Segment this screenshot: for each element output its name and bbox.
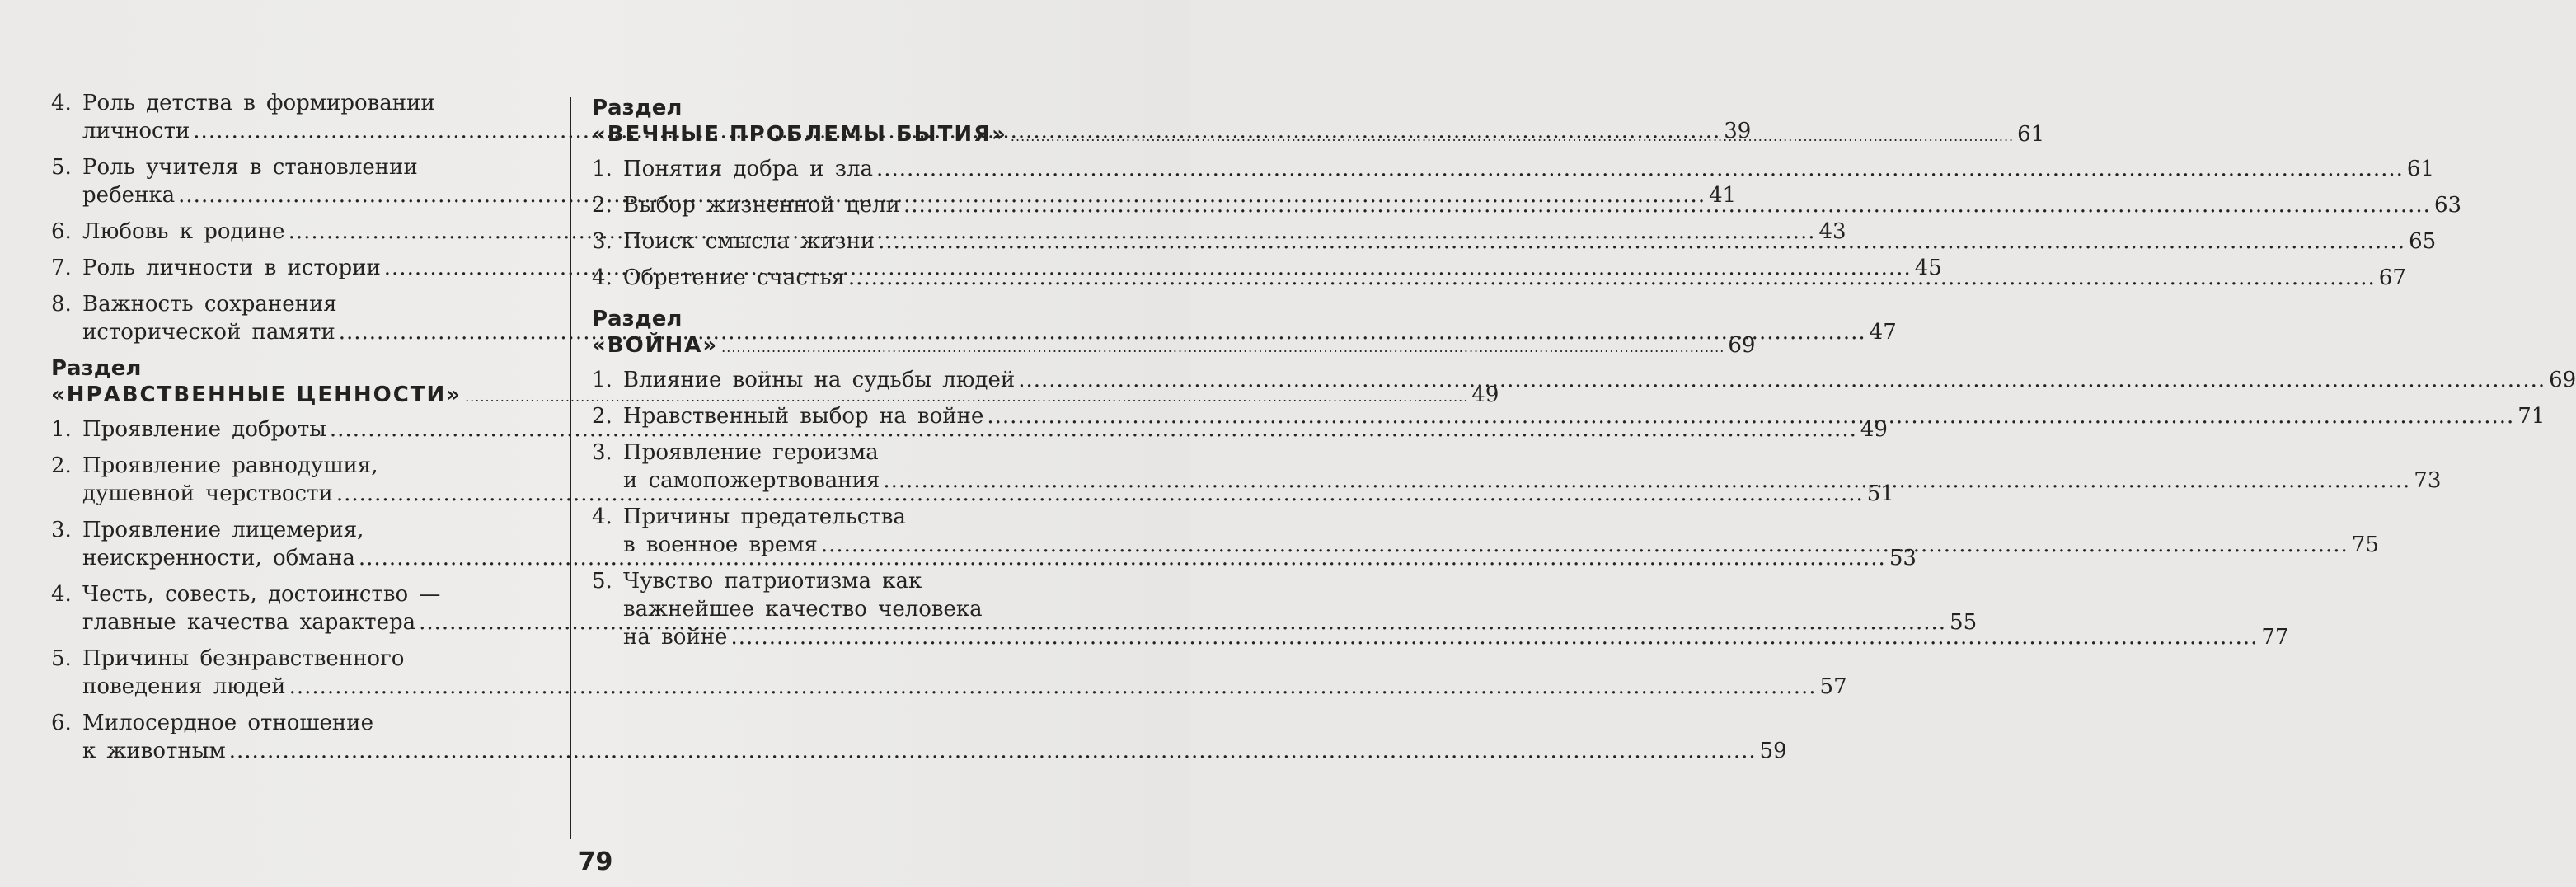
page-ref: 51 [1866, 481, 1894, 506]
column-divider [570, 97, 571, 839]
entry-last-line [82, 737, 1787, 765]
dot-leader [289, 673, 1817, 701]
dot-leader [821, 531, 2348, 559]
page-ref: 45 [1914, 256, 1942, 280]
toc-entry [51, 709, 1787, 765]
page-ref: 73 [2414, 468, 2442, 493]
entry-number: 4. [592, 265, 612, 290]
dot-leader [730, 623, 2258, 651]
entry-last-line [82, 673, 1847, 701]
dot-leader [878, 228, 2405, 256]
entry-body [623, 567, 2288, 651]
entry-title-line: Причины безнравственного [82, 646, 405, 671]
entry-title-line: Роль детства в формировании [82, 91, 435, 115]
entry-number: 4. [51, 582, 72, 607]
section-name: «НРАВСТВЕННЫЕ ЦЕННОСТИ» [51, 382, 462, 407]
entry-number: 6. [51, 219, 72, 244]
entry-number: 2. [592, 404, 612, 429]
entry-number: 7. [51, 256, 72, 280]
page-ref: 69 [1728, 333, 1756, 358]
entry-number: 5. [51, 155, 72, 180]
entry-number: 4. [51, 91, 72, 115]
section-war [592, 305, 1756, 358]
page-ref: 53 [1889, 546, 1917, 570]
entry-number: 3. [592, 440, 612, 465]
entry-number: 3. [592, 229, 612, 254]
entry-title-line: Проявление равнодушия, [82, 453, 378, 478]
page-ref: 57 [1819, 674, 1847, 699]
entry-number: 3. [51, 518, 72, 542]
entry-title: Любовь к родине [82, 219, 285, 244]
entry-title: душевной черствости [82, 481, 333, 506]
page-ref: 41 [1709, 183, 1737, 208]
entry-number: 5. [51, 646, 72, 671]
entry-title-line: Важность сохранения [82, 292, 337, 317]
entry-title: в военное время [623, 533, 818, 557]
page-ref: 59 [1759, 739, 1787, 763]
entry-number: 5. [592, 569, 612, 594]
entry-title: поведения людей [82, 674, 286, 699]
dot-leader [883, 467, 2410, 495]
entry-number: 8. [51, 292, 72, 317]
dot-leader [1018, 366, 2546, 394]
dot-leader [1011, 129, 2014, 144]
entry-title: Проявление доброты [82, 417, 326, 442]
entry-number: 1. [51, 417, 72, 442]
entry-last-line [623, 623, 2288, 651]
entry-body [623, 191, 2461, 219]
entry-last-line [623, 402, 2545, 430]
entry-body [623, 503, 2379, 559]
entry-title: Нравственный выбор на войне [623, 404, 984, 429]
page-ref: 75 [2351, 533, 2379, 557]
entry-body [623, 366, 2576, 394]
page-ref: 49 [1860, 417, 1888, 442]
entry-title: главные качества характера [82, 610, 416, 635]
dot-leader [987, 402, 2514, 430]
page-ref: 63 [2433, 193, 2462, 218]
toc-entry [592, 366, 2576, 394]
entry-title: Роль личности в истории [82, 256, 381, 280]
entry-last-line [623, 531, 2379, 559]
entry-number: 1. [592, 368, 612, 392]
entry-title: ребенка [82, 183, 176, 208]
entry-last-line [623, 191, 2461, 219]
section-name: «ВЕЧНЫЕ ПРОБЛЕМЫ БЫТИЯ» [592, 122, 1007, 147]
dot-leader [721, 340, 1724, 355]
entry-body [623, 439, 2441, 495]
entry-title-line: Причины предательства [623, 505, 906, 529]
entry-title-line: Проявление героизма [623, 440, 879, 465]
section-title-line [51, 382, 1499, 407]
dot-leader [876, 155, 2404, 183]
entry-body [623, 228, 2436, 256]
entry-title: исторической памяти [82, 320, 335, 345]
entry-last-line [623, 155, 2434, 183]
entry-body [623, 155, 2434, 183]
entry-last-line [623, 264, 2406, 292]
entry-body [623, 402, 2545, 430]
section-label: Раздел [592, 96, 683, 120]
toc-entry [592, 155, 2434, 183]
page-ref: 77 [2261, 625, 2289, 650]
entry-number: 2. [51, 453, 72, 478]
page-ref: 61 [2406, 157, 2434, 181]
section-label: Раздел [51, 356, 142, 381]
page-ref: 43 [1818, 219, 1846, 244]
entry-title-line: Проявление лицемерия, [82, 518, 364, 542]
entry-last-line [623, 228, 2436, 256]
page-number: 79 [578, 847, 613, 876]
page-ref: 61 [2017, 122, 2045, 147]
entry-title-line: Чувство патриотизма как [623, 569, 922, 594]
entry-number: 2. [592, 193, 612, 218]
entry-number: 1. [592, 157, 612, 181]
section-title-line [592, 333, 1756, 358]
entry-title-line: важнейшее качество человека [623, 597, 983, 622]
entry-title-line: Милосердное отношение [82, 711, 373, 735]
page-ref: 55 [1950, 610, 1978, 635]
entry-title-line: Роль учителя в становлении [82, 155, 418, 180]
page-ref: 67 [2378, 265, 2406, 290]
entry-title: Обретение счастья [623, 265, 845, 290]
entry-title: неискренности, обмана [82, 546, 355, 570]
entry-title: Поиск смысла жизни [623, 229, 875, 254]
entry-title: и самопожертвования [623, 468, 880, 493]
dot-leader [848, 264, 2376, 292]
section-label: Раздел [592, 307, 683, 331]
entry-last-line [623, 467, 2441, 495]
page-ref: 69 [2549, 368, 2576, 392]
entry-title: Выбор жизненной цели [623, 193, 901, 218]
page-ref: 49 [1471, 382, 1499, 407]
page-ref: 71 [2517, 404, 2546, 429]
entry-title: Влияние войны на судьбы людей [623, 368, 1016, 392]
entry-title: к животным [82, 739, 226, 763]
dot-leader [903, 191, 2431, 219]
entry-number: 4. [592, 505, 612, 529]
entry-body [623, 264, 2406, 292]
page-ref: 65 [2409, 229, 2437, 254]
toc-entry [51, 645, 1847, 701]
dot-leader [229, 737, 1757, 765]
page-ref: 39 [1724, 119, 1752, 143]
entry-title: личности [82, 119, 190, 143]
entry-title-line: Честь, совесть, достоинство — [82, 582, 441, 607]
page-ref: 47 [1869, 320, 1897, 345]
section-name: «ВОЙНА» [592, 333, 719, 358]
entry-number: 6. [51, 711, 72, 735]
entry-body [82, 709, 1787, 765]
entry-title: Понятия добра и зла [623, 157, 873, 181]
entry-title: на войне [623, 625, 728, 650]
entry-last-line [623, 366, 2576, 394]
